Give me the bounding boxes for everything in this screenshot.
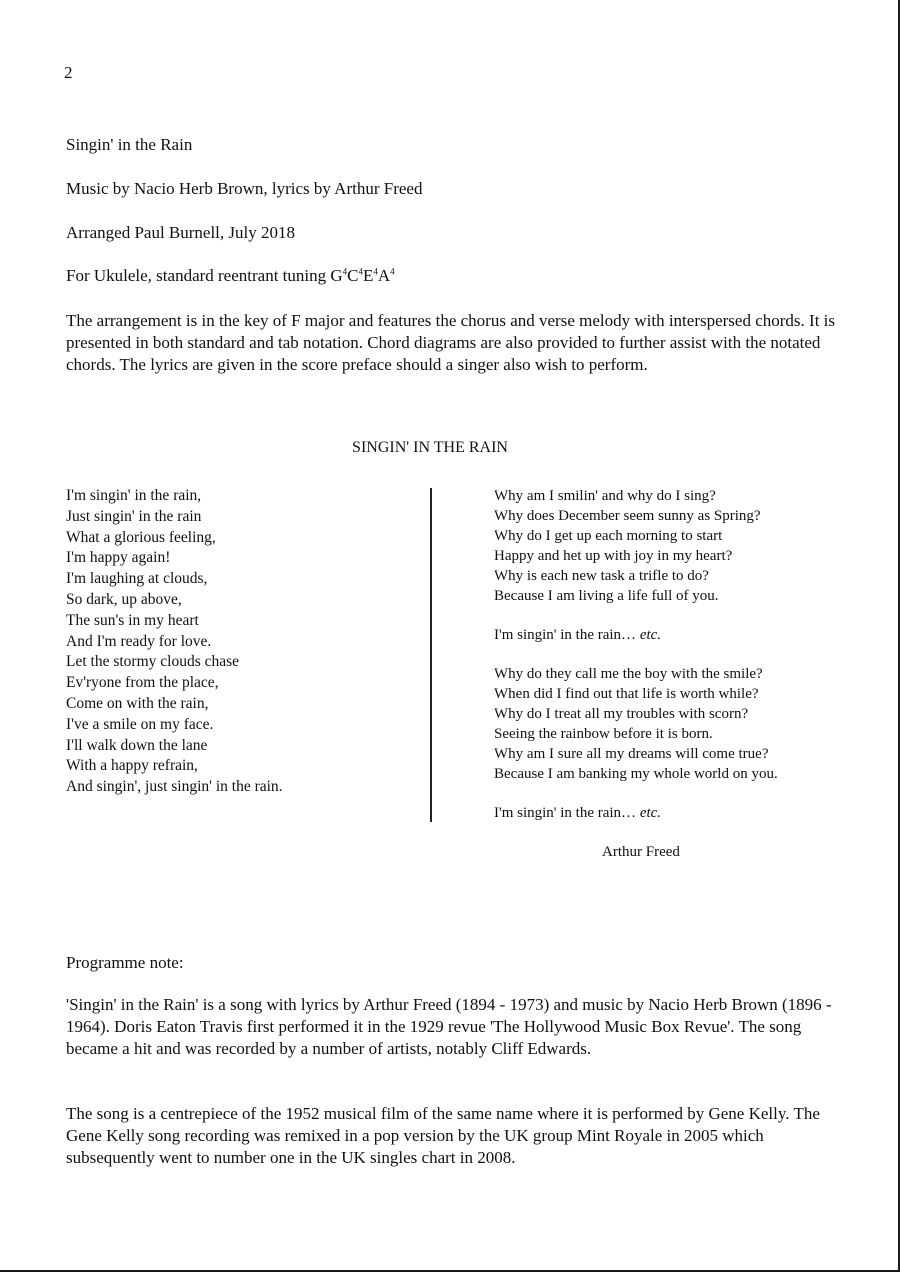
lyric-line: What a glorious feeling,	[66, 528, 216, 546]
tuning-note: A	[377, 266, 391, 285]
arrangement-description: The arrangement is in the key of F major and features the chorus and verse melody with interspersed chords. It is presented in both standard and tab notation. Chord diagrams are also provided to further assist with the notated chords. The lyrics are given in the score preface should a singer also wish to perform.	[66, 311, 836, 374]
tuning-note: C	[347, 266, 359, 285]
arranged-line: Arranged Paul Burnell, July 2018	[66, 223, 295, 242]
lyric-line: Why am I sure all my dreams will come true?	[494, 746, 769, 762]
programme-note-label: Programme note:	[66, 953, 184, 972]
lyric-line: Why do I treat all my troubles with scorn?	[494, 706, 749, 722]
tuning-octave: 4	[358, 266, 363, 277]
lyric-line: I'll walk down the lane	[66, 736, 208, 754]
lyric-line: I'm singin' in the rain,	[66, 487, 202, 504]
lyric-line: Ev'ryone from the place,	[66, 674, 219, 692]
lyric-line: And singin', just singin' in the rain.	[66, 778, 283, 796]
stanza-gap	[494, 645, 778, 664]
tuning-line	[66, 266, 395, 286]
lyrics-chorus	[66, 486, 283, 798]
tuning-octave: 4	[342, 266, 348, 277]
lyric-line: Let the stormy clouds chase	[66, 653, 240, 671]
programme-paragraph: 'Singin' in the Rain' is a song with lyrics by Arthur Freed (1894 - 1973) and music by Nacio Herb Brown (1896 - 1964). Doris Eaton Travis first performed it in the 1929 revue 'The Hollywood Music Box Revue'. The song became a hit and was recorded by a number of artists, notably Cliff Edwards.	[66, 995, 832, 1058]
refrain-line	[494, 625, 778, 645]
lyric-line: Why is each new task a trifle to do?	[494, 568, 709, 584]
lyric-line: Come on with the rain,	[66, 694, 209, 712]
lyric-line: When did I find out that life is worth while?	[494, 686, 759, 702]
lyric-line: Just singin' in the rain	[66, 507, 202, 525]
lyric-line: I'm laughing at clouds,	[66, 570, 208, 588]
lyricist-signature: Arthur Freed	[602, 844, 680, 860]
song-heading: SINGIN' IN THE RAIN	[352, 439, 508, 456]
column-divider	[430, 488, 432, 822]
lyric-line: With a happy refrain,	[66, 757, 198, 775]
refrain-etc: etc.	[639, 627, 662, 643]
refrain-text: I'm singin' in the rain…	[494, 627, 640, 643]
programme-paragraph: The song is a centrepiece of the 1952 musical film of the same name where it is performed by Gene Kelly. The Gene Kelly song recording was remixed in a pop version by the UK group Mint Royale in 2005 which subsequently went to number one in the UK singles chart in 2008.	[66, 1104, 820, 1167]
refrain-text: I'm singin' in the rain…	[494, 805, 640, 821]
tuning-octave: 4	[390, 266, 395, 277]
tuning-octave: 4	[373, 266, 378, 277]
lyric-line: Why do I get up each morning to start	[494, 528, 723, 544]
refrain-line	[494, 803, 778, 823]
lyric-line: Because I am living a life full of you.	[494, 588, 719, 604]
lyrics-verses	[494, 486, 778, 823]
tuning-note: G	[330, 266, 343, 285]
stanza-gap	[494, 784, 778, 803]
credits-line: Music by Nacio Herb Brown, lyrics by Arthur Freed	[66, 179, 423, 198]
lyric-line: Seeing the rainbow before it is born.	[494, 726, 713, 742]
lyric-line: Happy and het up with joy in my heart?	[494, 548, 733, 564]
lyric-line: Why do they call me the boy with the smile?	[494, 666, 763, 682]
lyric-line: I've a smile on my face.	[66, 715, 214, 733]
lyric-line: So dark, up above,	[66, 590, 182, 608]
lyric-line: I'm happy again!	[66, 549, 171, 567]
lyric-line: The sun's in my heart	[66, 611, 199, 629]
page-number: 2	[64, 63, 73, 82]
lyric-line: And I'm ready for love.	[66, 632, 212, 650]
tuning-note: E	[363, 266, 374, 285]
lyric-line: Because I am banking my whole world on you.	[494, 766, 778, 782]
lyric-line: Why am I smilin' and why do I sing?	[494, 488, 716, 504]
refrain-etc: etc.	[639, 805, 662, 821]
document-title: Singin' in the Rain	[66, 135, 193, 154]
lyric-line: Why does December seem sunny as Spring?	[494, 508, 761, 524]
tuning-prefix: For Ukulele, standard reentrant tuning	[66, 266, 331, 285]
stanza-gap	[494, 606, 778, 625]
